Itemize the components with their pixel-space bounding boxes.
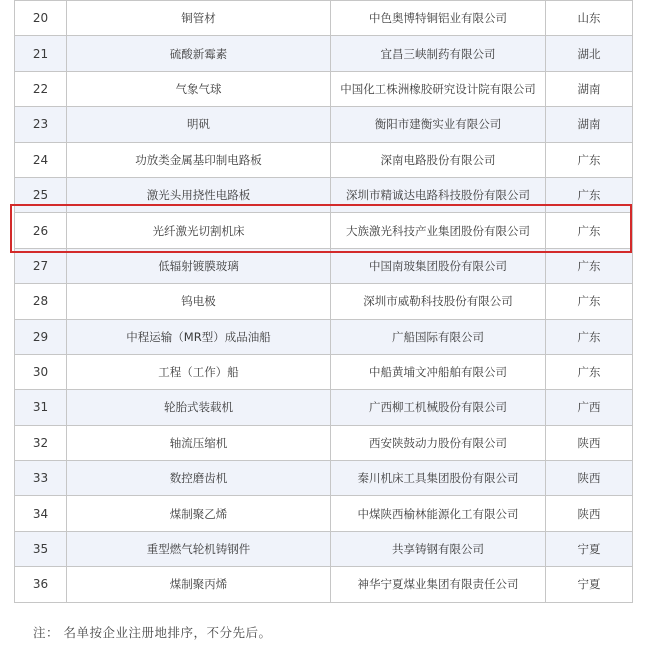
footnote: 注： 名单按企业注册地排序，不分先后。 <box>33 625 272 640</box>
row-number-cell: 32 <box>15 425 67 460</box>
product-cell: 煤制聚丙烯 <box>67 567 331 602</box>
table-row <box>15 71 633 106</box>
table-row <box>15 284 633 319</box>
table-row <box>15 319 633 354</box>
row-number-cell: 27 <box>15 248 67 283</box>
product-cell: 轮胎式装载机 <box>67 390 331 425</box>
company-cell: 西安陕鼓动力股份有限公司 <box>331 425 546 460</box>
company-cell: 神华宁夏煤业集团有限责任公司 <box>331 567 546 602</box>
company-cell: 中船黄埔文冲船舶有限公司 <box>331 354 546 389</box>
region-cell: 山东 <box>546 1 633 36</box>
region-cell: 陕西 <box>546 496 633 531</box>
company-cell: 宜昌三峡制药有限公司 <box>331 36 546 71</box>
table-row <box>15 142 633 177</box>
company-cell: 中煤陕西榆林能源化工有限公司 <box>331 496 546 531</box>
row-number-cell: 29 <box>15 319 67 354</box>
company-table-body <box>15 1 633 603</box>
company-table-container <box>14 0 632 603</box>
company-cell: 广西柳工机械股份有限公司 <box>331 390 546 425</box>
company-cell: 深圳市威勒科技股份有限公司 <box>331 284 546 319</box>
region-cell: 湖北 <box>546 36 633 71</box>
row-number-cell: 22 <box>15 71 67 106</box>
region-cell: 陕西 <box>546 425 633 460</box>
table-row <box>15 567 633 602</box>
row-number-cell: 20 <box>15 1 67 36</box>
row-number-cell: 24 <box>15 142 67 177</box>
product-cell: 煤制聚乙烯 <box>67 496 331 531</box>
row-number-cell: 36 <box>15 567 67 602</box>
region-cell: 广东 <box>546 177 633 212</box>
row-number-cell: 21 <box>15 36 67 71</box>
table-row <box>15 531 633 566</box>
product-cell: 重型燃气轮机铸钢件 <box>67 531 331 566</box>
region-cell: 宁夏 <box>546 531 633 566</box>
row-number-cell: 31 <box>15 390 67 425</box>
table-row <box>15 354 633 389</box>
product-cell: 中程运输（MR型）成品油船 <box>67 319 331 354</box>
product-cell: 铜管材 <box>67 1 331 36</box>
region-cell: 湖南 <box>546 71 633 106</box>
product-cell: 数控磨齿机 <box>67 461 331 496</box>
region-cell: 广东 <box>546 284 633 319</box>
company-cell: 中国化工株洲橡胶研究设计院有限公司 <box>331 71 546 106</box>
table-row <box>15 177 633 212</box>
table-row <box>15 425 633 460</box>
company-cell: 广船国际有限公司 <box>331 319 546 354</box>
table-row <box>15 213 633 248</box>
region-cell: 陕西 <box>546 461 633 496</box>
company-table <box>14 0 633 603</box>
company-cell: 大族激光科技产业集团股份有限公司 <box>331 213 546 248</box>
region-cell: 湖南 <box>546 107 633 142</box>
row-number-cell: 26 <box>15 213 67 248</box>
table-row <box>15 36 633 71</box>
region-cell: 宁夏 <box>546 567 633 602</box>
row-number-cell: 34 <box>15 496 67 531</box>
row-number-cell: 33 <box>15 461 67 496</box>
region-cell: 广东 <box>546 248 633 283</box>
row-number-cell: 25 <box>15 177 67 212</box>
region-cell: 广东 <box>546 213 633 248</box>
row-number-cell: 23 <box>15 107 67 142</box>
product-cell: 光纤激光切割机床 <box>67 213 331 248</box>
company-cell: 共享铸钢有限公司 <box>331 531 546 566</box>
company-cell: 秦川机床工具集团股份有限公司 <box>331 461 546 496</box>
row-number-cell: 28 <box>15 284 67 319</box>
region-cell: 广东 <box>546 354 633 389</box>
row-number-cell: 30 <box>15 354 67 389</box>
table-row <box>15 1 633 36</box>
region-cell: 广西 <box>546 390 633 425</box>
company-cell: 中国南玻集团股份有限公司 <box>331 248 546 283</box>
product-cell: 轴流压缩机 <box>67 425 331 460</box>
table-row <box>15 496 633 531</box>
product-cell: 工程（工作）船 <box>67 354 331 389</box>
company-cell: 深南电路股份有限公司 <box>331 142 546 177</box>
company-cell: 衡阳市建衡实业有限公司 <box>331 107 546 142</box>
product-cell: 明矾 <box>67 107 331 142</box>
product-cell: 气象气球 <box>67 71 331 106</box>
region-cell: 广东 <box>546 142 633 177</box>
table-row <box>15 107 633 142</box>
product-cell: 低辐射镀膜玻璃 <box>67 248 331 283</box>
table-row <box>15 248 633 283</box>
row-number-cell: 35 <box>15 531 67 566</box>
company-cell: 中色奥博特铜铝业有限公司 <box>331 1 546 36</box>
product-cell: 钨电极 <box>67 284 331 319</box>
product-cell: 激光头用挠性电路板 <box>67 177 331 212</box>
product-cell: 硫酸新霉素 <box>67 36 331 71</box>
region-cell: 广东 <box>546 319 633 354</box>
table-row <box>15 461 633 496</box>
table-row <box>15 390 633 425</box>
product-cell: 功放类金属基印制电路板 <box>67 142 331 177</box>
company-cell: 深圳市精诚达电路科技股份有限公司 <box>331 177 546 212</box>
